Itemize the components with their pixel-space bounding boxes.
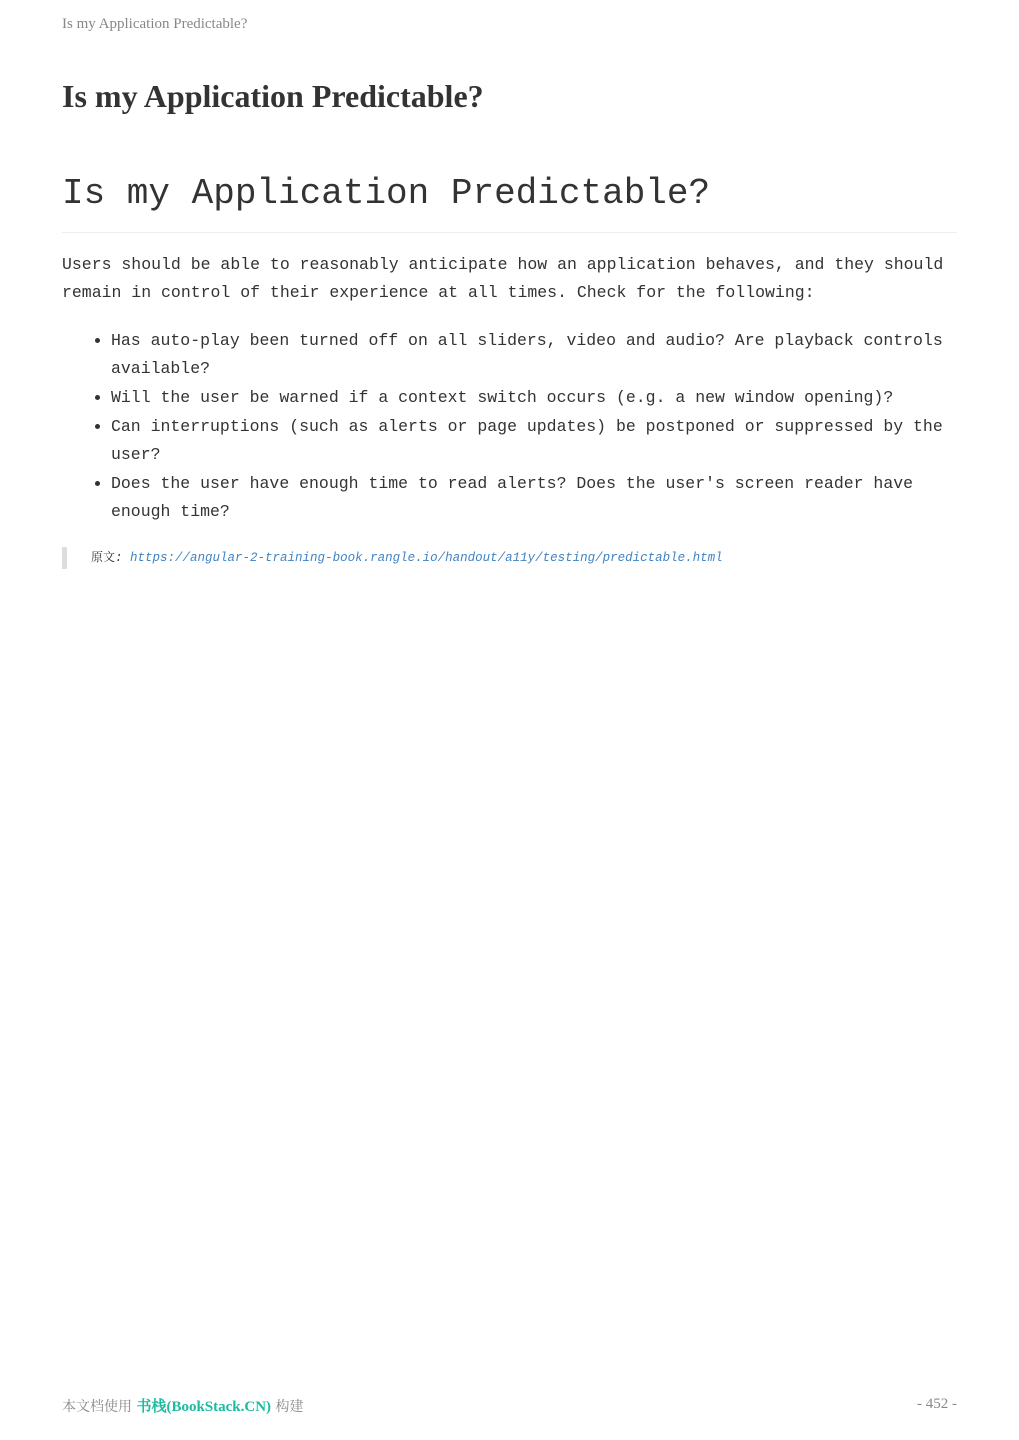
footer-prefix: 本文档使用 [62, 1399, 137, 1415]
chapter-title: Is my Application Predictable? [62, 78, 484, 114]
footer-credit [62, 1395, 304, 1416]
checklist [62, 327, 957, 526]
intro-paragraph: Users should be able to reasonably anticipate how an application behaves, and they should remain in control of their experience at all times. Check for the following: [62, 255, 944, 302]
section-heading: Is my Application Predictable? [62, 168, 957, 233]
source-link[interactable]: https://angular-2-training-book.rangle.io/handout/a11y/testing/predictable.html [130, 551, 723, 565]
footer-suffix: 构建 [271, 1399, 304, 1415]
list-item: • Does the user have enough time to read alerts? Does the user's screen reader have enough time? [111, 470, 957, 526]
list-item: • Will the user be warned if a context switch occurs (e.g. a new window opening)? [111, 384, 957, 412]
list-item: • Can interruptions (such as alerts or page updates) be postponed or suppressed by the user? [111, 413, 957, 469]
source-label: 原文 [91, 550, 116, 564]
page-content [62, 168, 957, 569]
footer-brand-link[interactable]: 书栈(BookStack.CN) [136, 1399, 272, 1415]
source-separator: : [115, 551, 131, 565]
page-number: - 452 - [917, 1396, 957, 1412]
list-item: • Has auto-play been turned off on all sliders, video and audio? Are playback controls available? [111, 327, 957, 383]
source-quote [62, 547, 957, 569]
running-header: Is my Application Predictable? [62, 16, 248, 32]
